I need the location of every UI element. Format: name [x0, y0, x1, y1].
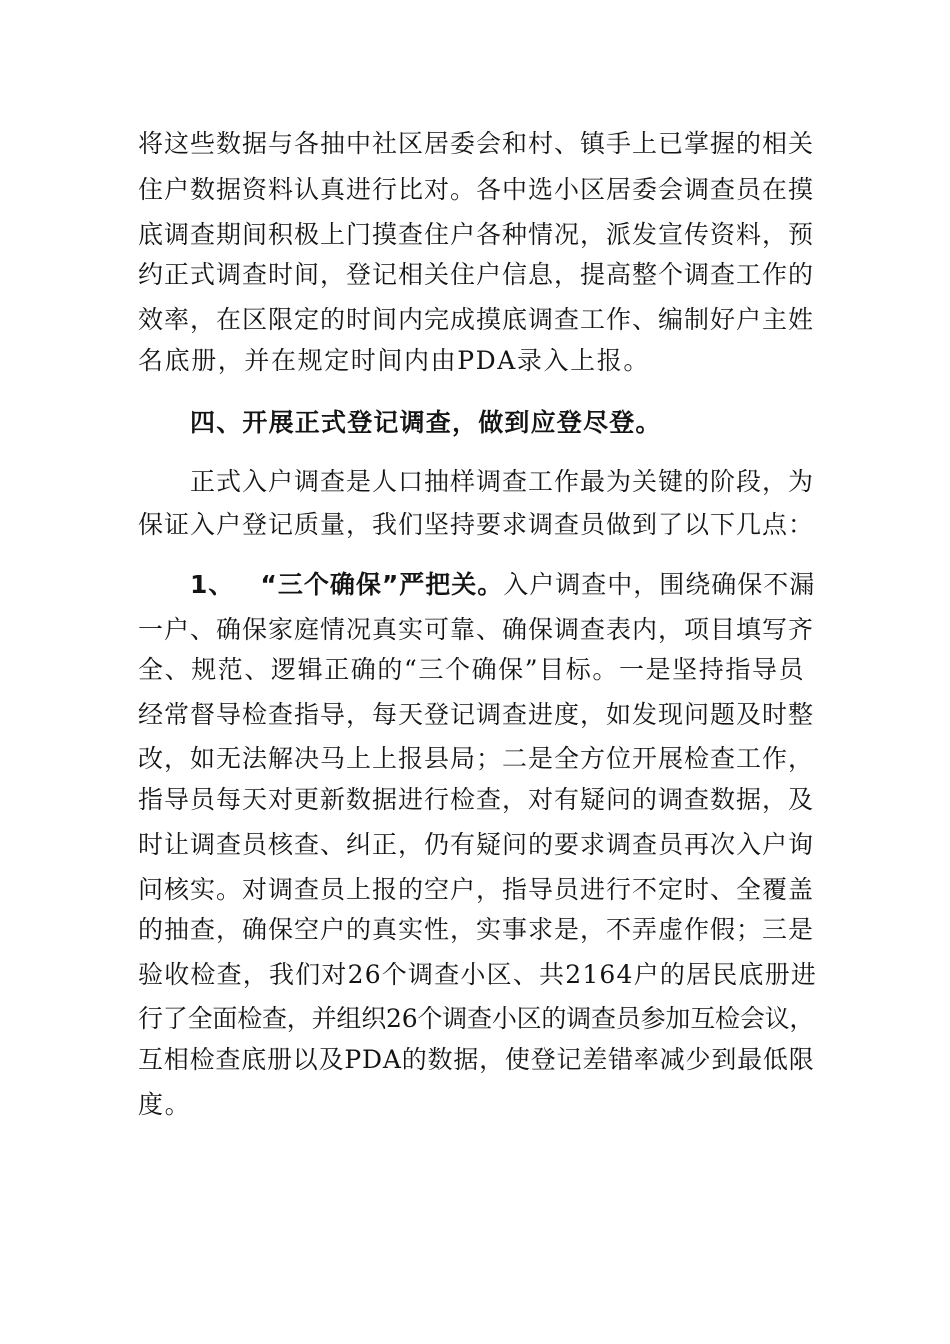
paragraph-3-line-7: 时让调查员核查、纠正，仍有疑问的要求调查员再次入户询 [138, 830, 815, 859]
paragraph-3-first-line-rest: 入户调查中，围绕确保不漏 [503, 570, 816, 599]
paragraph-2-line-1: 正式入户调查是人口抽样调查工作最为关键的阶段，为 [190, 467, 815, 496]
paragraph-1-line-3: 底调查期间积极上门摸查住户各种情况，派发宣传资料，预 [138, 220, 815, 249]
paragraph-3-line-10: 验收检查，我们对26个调查小区、共2164户的居民底册进 [138, 960, 818, 989]
paragraph-3-line-6: 指导员每天对更新数据进行检查，对有疑问的调查数据，及 [138, 785, 815, 814]
paragraph-3-line-12: 互相检查底册以及PDA的数据，使登记差错率减少到最低限 [138, 1045, 815, 1074]
paragraph-3-line-13: 度。 [138, 1090, 192, 1119]
section-heading: 四、开展正式登记调查，做到应登尽登。 [190, 408, 662, 437]
paragraph-3-line-2: 一户、确保家庭情况真实可靠、确保调查表内，项目填写齐 [138, 615, 815, 644]
paragraph-2-line-2: 保证入户登记质量，我们坚持要求调查员做到了以下几点： [138, 510, 815, 539]
paragraph-3-line-3: 全、规范、逻辑正确的“三个确保”目标。一是坚持指导员 [138, 655, 806, 684]
paragraph-1-line-4: 约正式调查时间，登记相关住户信息，提高整个调查工作的 [138, 260, 815, 289]
paragraph-1-line-1: 将这些数据与各抽中社区居委会和村、镇手上已掌握的相关 [138, 129, 815, 158]
paragraph-1-line-2: 住户数据资料认真进行比对。各中选小区居委会调查员在摸 [138, 175, 815, 204]
paragraph-1-line-6: 名底册，并在规定时间内由PDA录入上报。 [138, 346, 650, 375]
paragraph-3-line-5: 改，如无法解决马上上报县局；二是全方位开展检查工作， [138, 744, 815, 773]
item-bold-title: “三个确保”严把关。 [260, 570, 504, 599]
item-number: 1、 [190, 570, 235, 599]
paragraph-3-line-9: 的抽查，确保空户的真实性，实事求是，不弄虚作假；三是 [138, 915, 815, 944]
paragraph-1-line-5: 效率，在区限定的时间内完成摸底调查工作、编制好户主姓 [138, 305, 815, 334]
paragraph-3-line-1 [190, 568, 815, 602]
paragraph-3-line-4: 经常督导检查指导，每天登记调查进度，如发现问题及时整 [138, 700, 815, 729]
paragraph-3-line-11: 行了全面检查，并组织26个调查小区的调查员参加互检会议， [138, 1004, 815, 1033]
paragraph-3-line-8: 问核实。对调查员上报的空户，指导员进行不定时、全覆盖 [138, 875, 815, 904]
